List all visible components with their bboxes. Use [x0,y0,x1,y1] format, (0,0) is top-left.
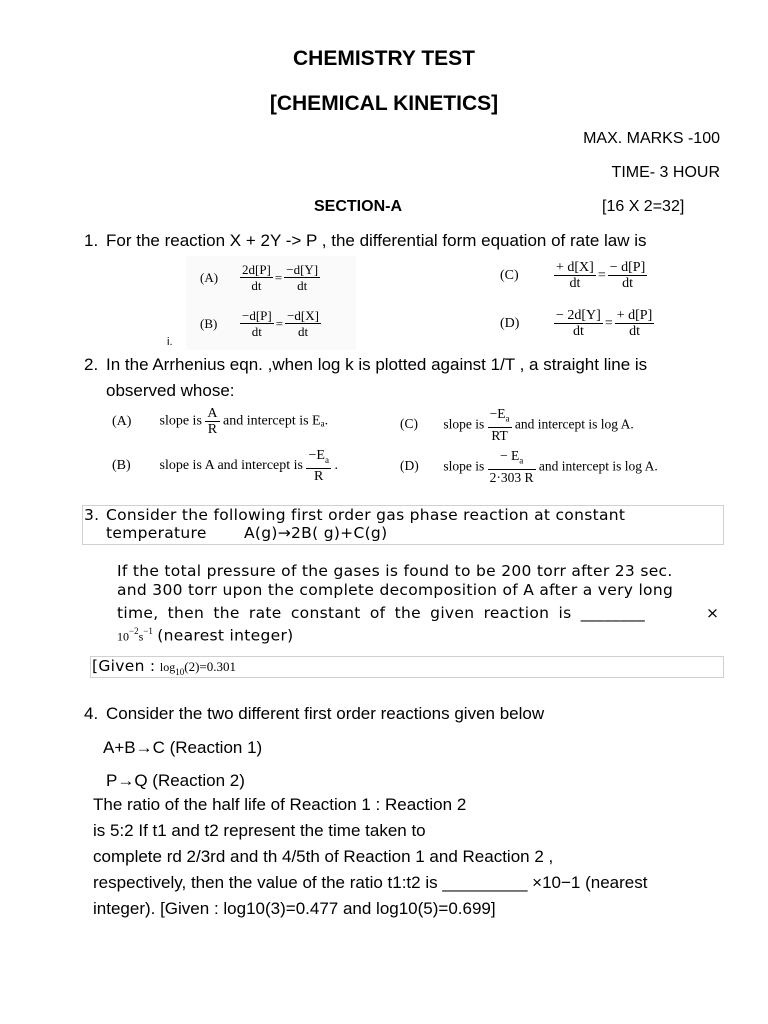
test-subtitle: [CHEMICAL KINETICS] [269,92,499,115]
section-marks: [16 X 2=32] [602,198,685,215]
q2-option-c: (C) slope is $\frac{-E_a}{RT}$ and intercept is log A. [400,406,634,443]
q4-reaction-1: A+B→C (Reaction 1) [103,738,263,757]
q1-option-a: (A) $\frac{2d[P]}{dt}$ = $\frac{-d[Y]}{dt}$ [200,262,319,293]
section-heading: SECTION-A [314,198,402,215]
q3-para-line2: and 300 torr upon the complete decomposition of A after a very long [117,581,674,599]
time-limit: TIME- 3 HOUR [611,164,720,181]
q1-number: 1. [84,231,99,250]
q3-number: 3. [84,506,100,524]
q3-text-line2a: temperature [106,524,207,542]
q3-para-line3: time, then the rate constant of the given reaction is ________ [117,604,646,622]
q2-option-b: (B) slope is A and intercept is $\frac{-E_a}{R}$ . [112,448,338,484]
q2-number: 2. [84,355,99,374]
max-marks: MAX. MARKS -100 [583,130,720,147]
q3-para-line4: $10^{-2}s^{-1}$ (nearest integer) [117,626,294,645]
q3-times-sign: × [706,604,720,622]
q2-options-left [110,404,400,494]
q1-option-c: (C) $\frac{+ d[X]}{dt}$ = $\frac{- d[P]}{dt}$ [500,260,646,291]
q3-reaction: A(g)→2B( g)+C(g) [244,524,388,542]
q3-given: [Given : $\log_{10}(2)=0.301$ [92,657,236,678]
q2-text-line2: observed whose: [106,381,235,400]
q2-text-line1: In the Arrhenius eqn. ,when log k is plotted against 1/T , a straight line is [106,355,648,374]
q4-line2: is 5:2 If t1 and t2 represent the time taken to [93,821,426,840]
q1-option-d: (D) $\frac{- 2d[Y]}{dt}$ = $\frac{+ d[P]}{dt}$ [500,308,653,339]
q2-option-a: (A) slope is $\frac{A}{R}$ and intercept is $E_a$. [112,406,329,437]
q4-line4: respectively, then the value of the ratio t1:t2 is _________ ×10−1 (nearest [93,873,648,892]
q4-text: Consider the two different first order reactions given below [106,704,545,723]
q4-reaction-2: P→Q (Reaction 2) [106,771,245,790]
q3-text-line1: Consider the following first order gas phase reaction at constant [106,506,626,524]
q2-option-d: (D) slope is $\frac{- E_a}{2\cdot 303 R}$ and intercept is log A. [400,448,658,485]
q1-option-b: (B) $\frac{-d[P]}{dt}$ = $\frac{-d[X]}{dt}$ [200,308,319,339]
q4-number: 4. [84,704,99,723]
q3-para-line1: If the total pressure of the gases is found to be 200 torr after 23 sec. [117,562,673,580]
q1-roman-numeral: i. [167,336,173,348]
q1-options-right [496,258,676,350]
q4-line1: The ratio of the half life of Reaction 1 : Reaction 2 [93,795,467,814]
q2-options-right [398,404,698,494]
q4-line5: integer). [Given : log10(3)=0.477 and log10(5)=0.699] [93,899,496,918]
q1-options-left [186,256,356,350]
test-title: CHEMISTRY TEST [292,47,476,70]
q4-line3: complete rd 2/3rd and th 4/5th of Reaction 1 and Reaction 2 , [93,847,554,866]
q1-text: For the reaction X + 2Y -> P , the differential form equation of rate law is [106,231,647,250]
